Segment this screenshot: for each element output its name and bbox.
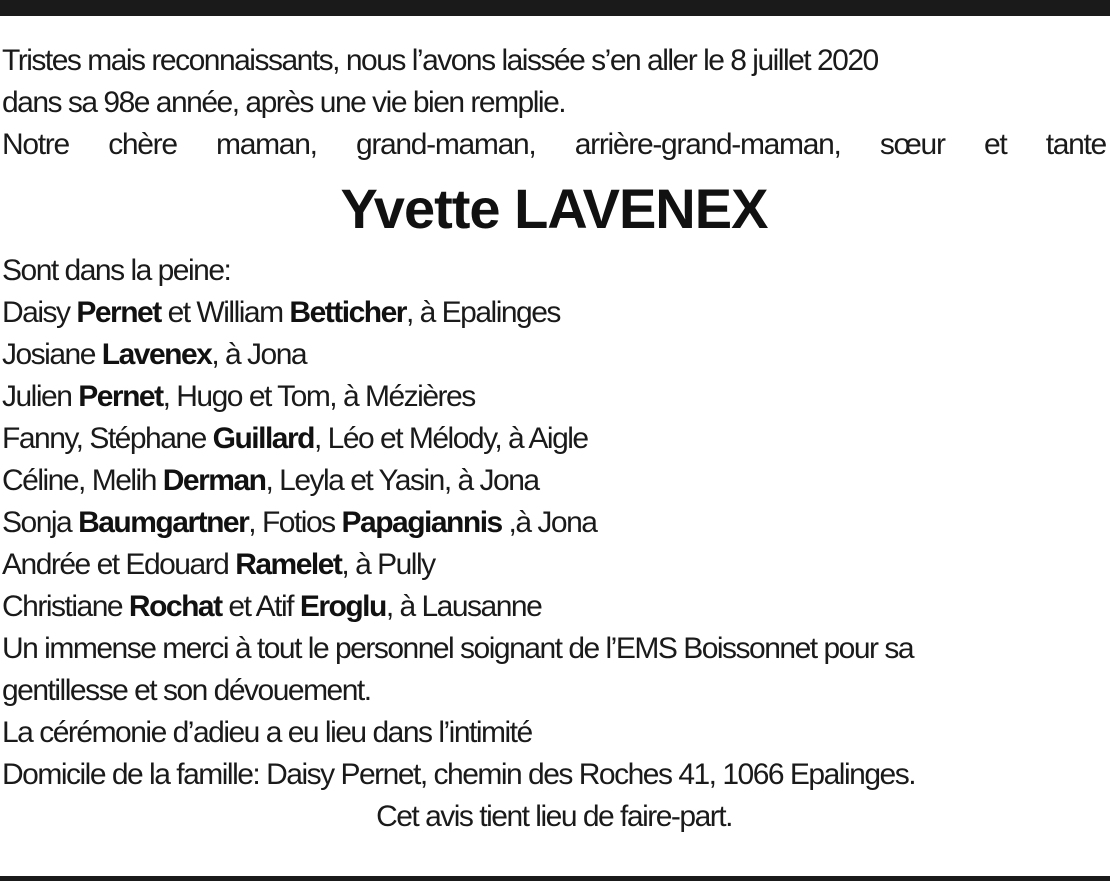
mourner-entry (2, 460, 1106, 502)
mourner-text: et Atif (221, 590, 300, 623)
mourner-text: Céline, Melih (2, 464, 163, 497)
mourner-text: Daisy (2, 296, 77, 329)
mourner-text: Christiane (2, 590, 129, 623)
mourner-surname: Pernet (76, 296, 161, 329)
mourner-entry (2, 502, 1106, 544)
mourner-surname: Baumgartner (78, 506, 249, 539)
intro-word: et (983, 128, 1007, 161)
mourner-entry (2, 418, 1106, 460)
intro-line-3 (2, 124, 1106, 166)
mourner-surname: Eroglu (299, 590, 386, 623)
intro-word: Notre (2, 128, 69, 161)
mourner-text: , à Lausanne (385, 590, 542, 623)
mourner-surname: Lavenex (101, 338, 212, 371)
bottom-rule (0, 876, 1110, 881)
mourner-surname: Pernet (78, 380, 163, 413)
intro-line-2: dans sa 98e année, après une vie bien remplie. (2, 86, 566, 119)
mourner-text: Fanny, Stéphane (2, 422, 213, 455)
mourner-text: , Leyla et Yasin, à Jona (265, 464, 539, 497)
mourner-surname: Ramelet (235, 548, 342, 581)
mourner-text: Sonja (2, 506, 79, 539)
mourner-text: Josiane (2, 338, 102, 371)
intro-line-1: Tristes mais reconnaissants, nous l’avons laissée s’en aller le 8 juillet 2020 (2, 44, 878, 77)
mourner-text: Andrée et Edouard (2, 548, 236, 581)
mourner-text: , à Jona (211, 338, 307, 371)
intro-word: chère (108, 128, 177, 161)
mourner-text: , à Pully (341, 548, 435, 581)
top-rule (0, 0, 1110, 16)
family-domicile: Domicile de la famille: Daisy Pernet, chemin des Roches 41, 1066 Epalinges. (2, 758, 916, 791)
mourner-entry (2, 292, 1106, 334)
intro-word: tante (1045, 128, 1106, 161)
intro-word: arrière-grand-maman, (574, 128, 841, 161)
mourner-surname: Derman (162, 464, 266, 497)
mourner-entry (2, 334, 1106, 376)
closing-note: Cet avis tient lieu de faire-part. (376, 800, 732, 833)
mourner-text: Julien (2, 380, 79, 413)
intro-word: maman, (216, 128, 317, 161)
intro-word: sœur (879, 128, 945, 161)
mourner-entry (2, 586, 1106, 628)
mourner-surname: Papagiannis (341, 506, 502, 539)
mourner-surname: Rochat (128, 590, 222, 623)
mourner-surname: Guillard (212, 422, 314, 455)
mourner-text: , Léo et Mélody, à Aigle (313, 422, 588, 455)
thanks-line-2: gentillesse et son dévouement. (2, 674, 371, 707)
thanks-line-1: Un immense merci à tout le personnel soignant de l’EMS Boissonnet pour sa (2, 632, 914, 665)
mourner-text: , Hugo et Tom, à Mézières (162, 380, 475, 413)
mourner-surname: Betticher (289, 296, 406, 329)
mourner-entry (2, 376, 1106, 418)
mourner-text: , à Epalinges (405, 296, 560, 329)
obituary-notice (2, 40, 1106, 838)
mourner-text: et William (160, 296, 290, 329)
mourner-text: , Fotios (248, 506, 342, 539)
mourners-heading: Sont dans la peine: (2, 254, 231, 287)
deceased-name: Yvette LAVENEX (340, 177, 768, 240)
intro-word: grand-maman, (355, 128, 536, 161)
mourner-entry (2, 544, 1106, 586)
ceremony-note: La cérémonie d’adieu a eu lieu dans l’intimité (2, 716, 532, 749)
mourner-text: ,à Jona (501, 506, 597, 539)
